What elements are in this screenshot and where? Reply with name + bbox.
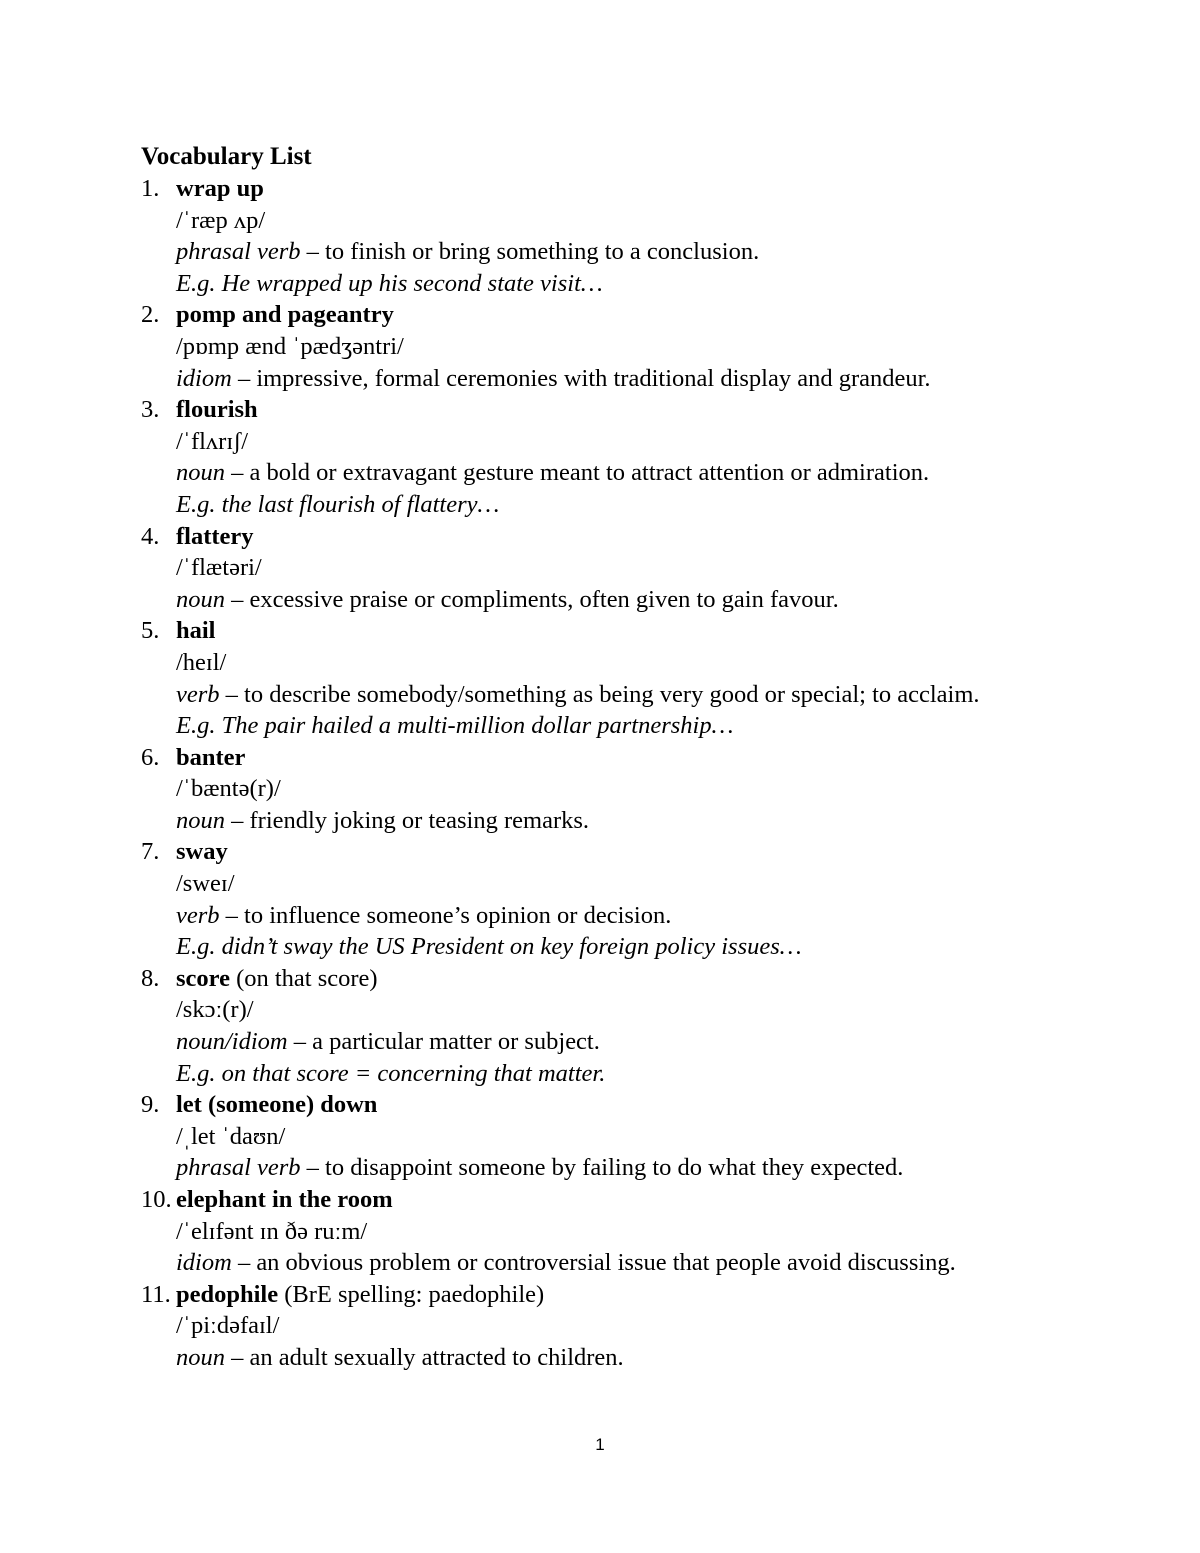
page-number: 1 — [595, 1435, 605, 1454]
definition-line — [176, 1342, 1081, 1374]
vocab-entry — [141, 742, 1081, 837]
definition-line — [176, 900, 1081, 932]
entry-part-of-speech: idiom — [176, 1249, 232, 1277]
vocab-entry — [141, 1184, 1081, 1279]
term-line — [176, 1279, 1081, 1311]
definition-line — [176, 805, 1081, 837]
vocab-entry — [141, 1279, 1081, 1374]
entry-pronunciation: /ˈflʌrɪʃ/ — [176, 427, 249, 455]
entry-number: 8. — [141, 964, 160, 992]
entry-term: banter — [176, 743, 246, 771]
entry-definition: – a particular matter or subject. — [287, 1028, 600, 1056]
entry-number: 6. — [141, 743, 160, 771]
term-line — [176, 1089, 1081, 1121]
vocab-entry — [141, 299, 1081, 394]
definition-line — [176, 1247, 1081, 1279]
term-line — [176, 521, 1081, 553]
entry-pronunciation: /skɔː(r)/ — [176, 996, 254, 1024]
entry-term: hail — [176, 617, 216, 645]
entry-term: elephant in the room — [176, 1186, 393, 1213]
entry-definition: – friendly joking or teasing remarks. — [225, 806, 590, 834]
term-line — [176, 173, 1081, 205]
entry-definition: – an adult sexually attracted to children. — [225, 1343, 624, 1371]
entry-term: let (someone) down — [176, 1091, 378, 1119]
entry-example: E.g. on that score = concerning that matter. — [176, 1059, 606, 1087]
entry-part-of-speech: noun — [176, 806, 225, 834]
entry-part-of-speech: phrasal verb — [176, 238, 301, 266]
entry-number: 11. — [141, 1280, 171, 1308]
vocab-entry — [141, 836, 1081, 962]
entry-example: E.g. the last flourish of flattery… — [176, 490, 500, 518]
term-line — [176, 836, 1081, 868]
entry-pronunciation: /ˌlet ˈdaʊn/ — [176, 1122, 286, 1150]
definition-line — [176, 363, 1081, 395]
entry-definition: – a bold or extravagant gesture meant to attract attention or admiration. — [225, 459, 930, 487]
entry-term: flourish — [176, 396, 258, 424]
entry-number: 3. — [141, 396, 160, 424]
entry-definition: – to finish or bring something to a conclusion. — [300, 238, 760, 266]
entry-definition: – to disappoint someone by failing to do what they expected. — [300, 1154, 904, 1182]
entry-term: wrap up — [176, 175, 264, 202]
entry-definition: – impressive, formal ceremonies with traditional display and grandeur. — [231, 364, 931, 392]
entry-pronunciation: /ˈræp ʌp/ — [176, 206, 266, 234]
entry-term-note: (BrE spelling: paedophile) — [278, 1280, 545, 1308]
entry-term-note: (on that score) — [229, 964, 378, 992]
entry-term: pedophile — [176, 1280, 279, 1308]
entry-definition: – an obvious problem or controversial issue that people avoid discussing. — [231, 1249, 956, 1277]
definition-line — [176, 584, 1081, 616]
entry-term: flattery — [176, 522, 254, 550]
entry-number: 2. — [141, 301, 160, 329]
vocab-entry — [141, 963, 1081, 1089]
definition-line — [176, 1026, 1081, 1058]
entry-pronunciation: /ˈelɪfənt ɪn ðə ruːm/ — [176, 1217, 368, 1245]
entry-part-of-speech: noun — [176, 1343, 225, 1371]
entry-part-of-speech: noun/idiom — [176, 1028, 288, 1056]
entry-part-of-speech: noun — [176, 459, 225, 487]
entry-number: 7. — [141, 838, 160, 866]
vocab-entry — [141, 521, 1081, 616]
definition-line — [176, 457, 1081, 489]
entry-term: sway — [176, 838, 228, 866]
entry-part-of-speech: phrasal verb — [176, 1154, 301, 1182]
entry-number: 5. — [141, 617, 160, 645]
entry-definition: – to describe somebody/something as being very good or special; to acclaim. — [219, 680, 980, 708]
definition-line — [176, 679, 1081, 711]
entry-example: E.g. didn’t sway the US President on key foreign policy issues… — [176, 933, 802, 961]
entry-pronunciation: /sweɪ/ — [176, 870, 235, 898]
entry-example: E.g. He wrapped up his second state visit… — [176, 269, 603, 297]
entry-definition: – to influence someone’s opinion or decision. — [219, 901, 672, 929]
entry-number: 1. — [141, 175, 160, 202]
entry-number: 4. — [141, 522, 160, 550]
definition-line — [176, 236, 1081, 268]
entry-number: 10. — [141, 1186, 172, 1213]
entry-term: score — [176, 964, 230, 992]
entry-pronunciation: /ˈbæntə(r)/ — [176, 775, 281, 803]
entry-part-of-speech: noun — [176, 585, 225, 613]
term-line — [176, 742, 1081, 774]
entry-definition: – excessive praise or compliments, often given to gain favour. — [225, 585, 839, 613]
term-line — [176, 1184, 1081, 1216]
entry-number: 9. — [141, 1091, 160, 1119]
term-line — [176, 615, 1081, 647]
page-title: Vocabulary List — [141, 143, 312, 170]
term-line — [176, 394, 1081, 426]
entry-part-of-speech: verb — [176, 901, 220, 929]
vocab-entry — [141, 394, 1081, 520]
vocab-entry — [141, 615, 1081, 741]
entry-part-of-speech: idiom — [176, 364, 232, 392]
term-line — [176, 963, 1081, 995]
definition-line — [176, 1152, 1081, 1184]
vocabulary-list — [141, 173, 1081, 1374]
entry-part-of-speech: verb — [176, 680, 220, 708]
entry-example: E.g. The pair hailed a multi-million dollar partnership… — [176, 712, 734, 740]
entry-pronunciation: /ˈflætəri/ — [176, 554, 262, 582]
entry-pronunciation: /ˈpiːdəfaɪl/ — [176, 1312, 280, 1340]
entry-pronunciation: /heɪl/ — [176, 648, 227, 676]
entry-pronunciation: /pɒmp ænd ˈpædʒəntri/ — [176, 332, 404, 360]
entry-term: pomp and pageantry — [176, 301, 394, 329]
vocab-entry — [141, 173, 1081, 299]
vocab-entry — [141, 1089, 1081, 1184]
term-line — [176, 299, 1081, 331]
